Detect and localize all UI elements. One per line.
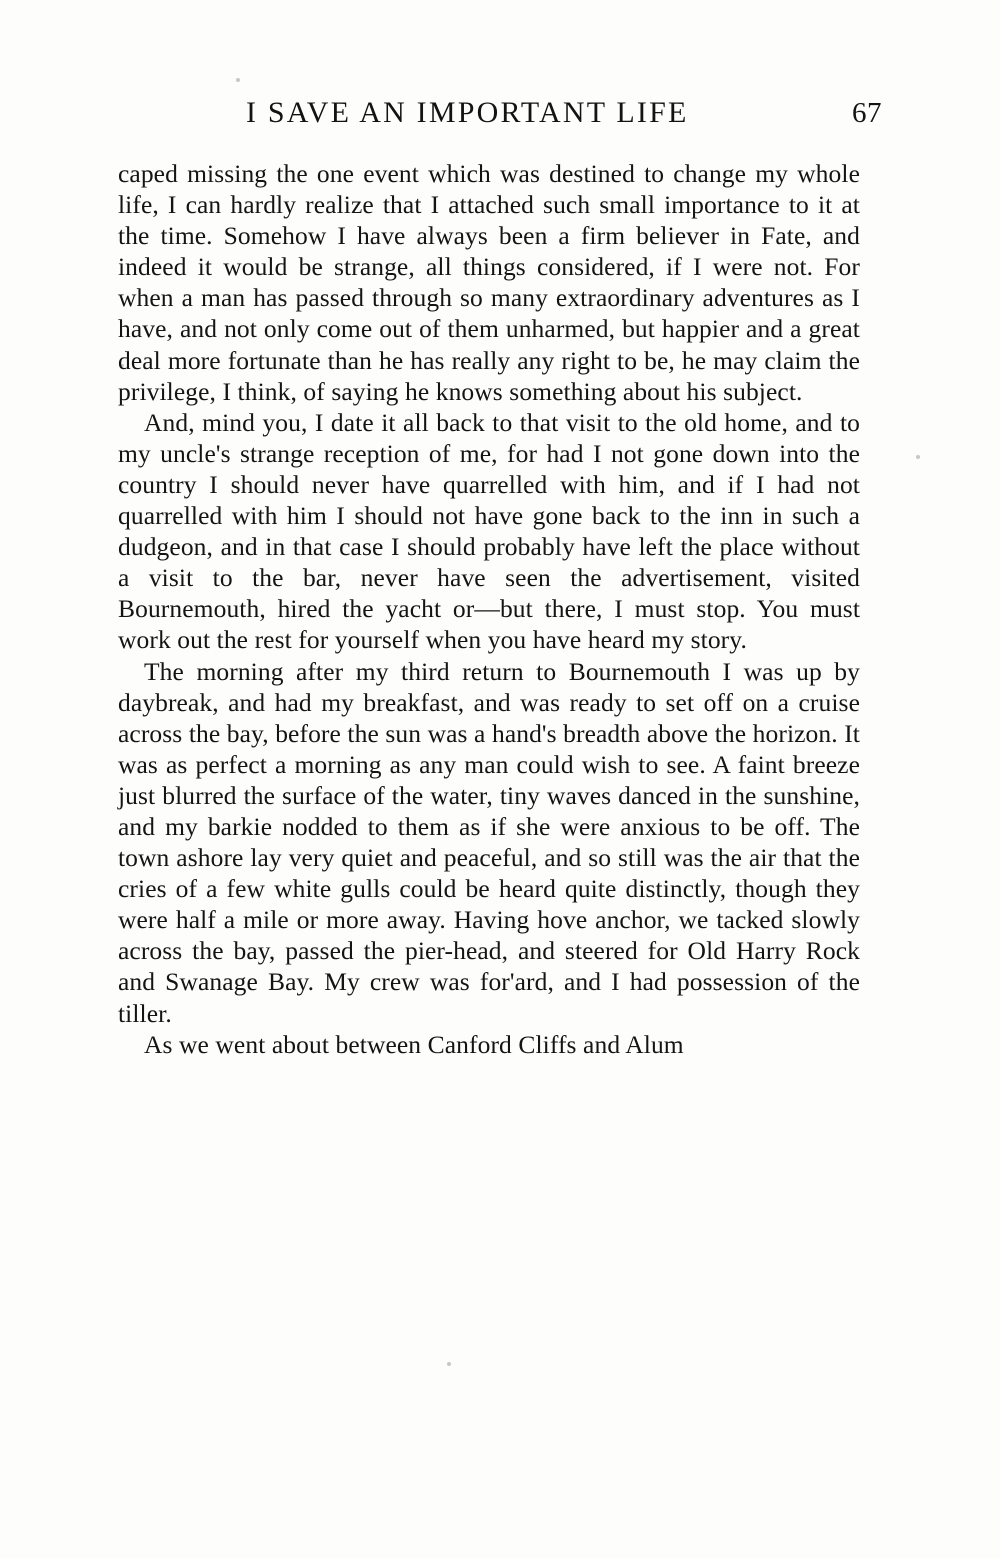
paragraph: As we went about between Canford Cliffs and Alum bbox=[144, 1029, 684, 1059]
paragraph: The morning after my third return to Bournemouth I was up by daybreak, and had my breakfast, and was ready to set off on a cruise across the bay, before the sun was a hand's breadth above the horizon. It was as perfect a morning as any man could wish to see. A faint breeze just blurred the surface of the water, tiny waves danced in the sunshine, and my barkie nodded to them as if she were anxious to be off. The town ashore lay very quiet and peaceful, and so still was the air that the cries of a few white gulls could be heard quite distinctly, though they were half a mile or more away. Having hove anchor, we tacked slowly across the bay, passed the pier-head, and steered for Old Harry Rock and Swanage Bay. My crew was for'ard, and I had possession of the tiller. bbox=[118, 656, 860, 1028]
page-body bbox=[118, 158, 860, 1060]
page-speckle bbox=[916, 455, 920, 459]
running-title: I SAVE AN IMPORTANT LIFE bbox=[246, 96, 689, 129]
page-number: 67 bbox=[852, 97, 882, 129]
page-speckle bbox=[236, 78, 240, 82]
page-header bbox=[118, 96, 882, 130]
paragraph: caped missing the one event which was destined to change my whole life, I can hardly realize that I attached such small importance to it at the time. Somehow I have always been a firm believer in Fate, and indeed it would be strange, all things considered, if I were not. For when a man has passed through so many extraordinary adventures as I have, and not only come out of them unharmed, but happier and a great deal more fortunate than he has really any right to be, he may claim the privilege, I think, of saying he knows something about his subject. bbox=[118, 159, 860, 406]
page-speckle bbox=[447, 1362, 451, 1366]
paragraph: And, mind you, I date it all back to that visit to the old home, and to my uncle's strange reception of me, for had I not gone down into the country I should never have quarrelled with him, and if I had not quarrelled with him I should not have gone back to the inn in such a dudgeon, and in that case I should probably have left the place without a visit to the bar, never have seen the advertisement, visited Bournemouth, hired the yacht or—but there, I must stop. You must work out the rest for yourself when you have heard my story. bbox=[118, 407, 860, 655]
